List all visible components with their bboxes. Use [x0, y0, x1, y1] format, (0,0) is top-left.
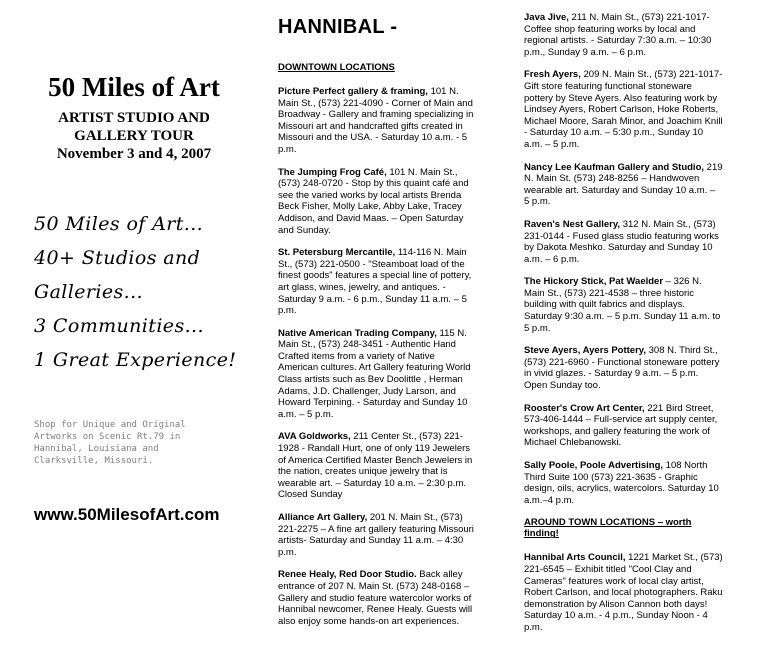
- listing-name: Raven's Nest Gallery,: [524, 218, 621, 230]
- listing-native-american-trading: [278, 328, 475, 421]
- listing-picture-perfect: [278, 86, 475, 156]
- listing-fresh-ayers: [524, 69, 723, 150]
- listing-java-jive: [524, 12, 723, 58]
- flyer-date: November 3 and 4, 2007: [56, 146, 212, 162]
- listing-name: Renee Healy, Red Door Studio.: [278, 569, 417, 581]
- listing-details: 101 N. Main St., (573) 248-0720 - Stop by this quaint café and see the varied works by local artists Brenda Beck Fisher, Molly Lake, Abby Lake, Tracey Addison, and David Maas. – Open Saturday and Sunday.: [278, 166, 469, 236]
- listing-details: 312 N. Main St., (573) 231-0144 - Fused glass studio featuring works by Dakota Meshko. Saturday and Sunday 10 a.m. – 6 p.m.: [524, 218, 719, 265]
- listing-details: 211 N. Main St., (573) 221-1017- Coffee shop featuring works by local and regional artists. - Saturday 7:30 a.m. – 10:30 p.m., Sunday 9 a.m. – 6 p.m.: [524, 12, 712, 58]
- listing-name: Steve Ayers, Ayers Pottery,: [524, 345, 646, 357]
- listing-name: Native American Trading Company,: [278, 327, 437, 339]
- listing-details: 209 N. Main St., (573) 221-1017- Gift store featuring functional stoneware pottery by Steve Ayers. Also featuring work by Lindsey Ayers, Robert Carlson, Hoke Roberts, Michael Moore, Sarah Minor, and Joachim Knill - Saturday 10 a.m. – 5:30 p.m., Sunday 10 a.m. – 5 p.m.: [524, 69, 723, 150]
- listing-name: Picture Perfect gallery & framing,: [278, 86, 428, 97]
- listing-roosters-crow-art-center: [524, 403, 723, 449]
- listing-nancy-lee-kaufman: [524, 162, 723, 208]
- listing-details: – 326 N. Main St., (573) 221-4538 – three historic building with quilt fabrics and displays. Saturday 9:30 a.m. – 5 p.m. Sunday 11 a.m. to 5 p.m.: [524, 276, 721, 334]
- listing-details: 115 N. Main St., (573) 248-3451 - Authentic Hand Crafted items from a variety of Native American cultures. Art Gallery featuring World Class artists such as Bev Doolittle , Herman Adams, J.D. Challenger, Judy Larson, and Howard Terpining. - Saturday and Sunday 10 a.m. – 5 p.m.: [278, 327, 471, 420]
- listing-details: Back alley entrance of 207 N. Main St. (573) 248-0168 – Gallery and studio feature watercolor works of Hannibal newcomer, Renee Healy. Guests will also enjoy some hands-on art experiences.: [278, 569, 473, 627]
- left-column: [30, 72, 238, 525]
- listing-details: 219 N. Main St. (573) 248-8256 – Handwoven wearable art. Saturday and Sunday 10 a.m. – 5 p.m.: [524, 161, 723, 208]
- middle-column: [278, 16, 475, 638]
- flyer-title: 50 Miles of Art: [48, 72, 220, 102]
- listing-details: 221 Bird Street, 573-406-1444 – Full-service art supply center, workshops, and gallery featuring the work of Michael Chlebanowski.: [524, 402, 718, 449]
- flyer-subtitle-line2: GALLERY TOUR: [74, 128, 194, 144]
- listing-details: 101 N. Main St., (573) 221-4090 - Corner of Main and Broadway - Gallery and framing specializing in Missouri art and handcrafted gifts created in Missouri and the USA. - Saturday 10 a.m. - 5 p.m.: [278, 86, 474, 155]
- listing-name: The Hickory Stick, Pat Waelder: [524, 276, 664, 288]
- listing-details: 201 N. Main St., (573) 221-2275 – A fine art gallery featuring Missouri artists- Saturday and Sunday 11 a.m. – 4:30 p.m.: [278, 512, 474, 558]
- shop-note: Shop for Unique and Original Artworks on Scenic Rt.79 in Hannibal, Louisiana and Clarksville, Missouri.: [34, 420, 186, 466]
- listing-renee-healy-red-door: [278, 569, 475, 627]
- listing-jumping-frog-cafe: [278, 167, 475, 237]
- listing-alliance-art-gallery: [278, 512, 475, 558]
- listing-details: 308 N. Third St., (573) 221-6960 - Functional stoneware pottery in vivid glazes. - Saturday 9 a.m. – 5 p.m. Open Sunday too.: [524, 345, 720, 392]
- listing-name: AVA Goldworks,: [278, 431, 351, 443]
- tagline-line: 50 Miles of Art...: [34, 213, 204, 235]
- listing-ava-goldworks: [278, 431, 475, 501]
- hannibal-heading: HANNIBAL -: [278, 16, 398, 38]
- listing-details: 211 Center St., (573) 221-1928 - Randall Hurt, one of only 119 Jewelers of America Certified Master Bench Jewelers in the nation, creates unique jewelry that is wearable art. – Saturday 10 a.m. – 2:30 p.m. Closed Sunday: [278, 431, 473, 501]
- listing-sally-poole-advertising: [524, 460, 723, 506]
- around-town-locations-heading: AROUND TOWN LOCATIONS – worth finding!: [524, 517, 692, 540]
- downtown-locations-heading: DOWNTOWN LOCATIONS: [278, 62, 395, 73]
- tagline-line: 3 Communities...: [34, 315, 204, 337]
- tagline-line: Galleries...: [34, 281, 143, 303]
- listing-name: Hannibal Arts Council,: [524, 552, 626, 564]
- listing-name: Sally Poole, Poole Advertising,: [524, 460, 664, 471]
- listing-steve-ayers-pottery: [524, 345, 723, 391]
- website-url: www.50MilesofArt.com: [34, 505, 220, 524]
- flyer-masthead: [30, 72, 238, 163]
- listing-name: Rooster's Crow Art Center,: [524, 402, 645, 414]
- tagline-line: 1 Great Experience!: [34, 349, 237, 371]
- flyer-subtitle-line1: ARTIST STUDIO AND: [58, 110, 210, 126]
- listing-hickory-stick: [524, 276, 723, 334]
- tagline-line: 40+ Studios and: [34, 247, 201, 269]
- listing-details: 1221 Market St., (573) 221-6545 – Exhibit titled "Cool Clay and Cameras" features work of local clay artist, Robert Carlson, and local photographers. Raku demonstration by Alison Cannon both days! Saturday 10 a.m. - 4 p.m., Sunday Noon - 4 p.m.: [524, 552, 723, 633]
- listing-details: 114-116 N. Main St., (573) 221-0500 - "Steamboat load of the finest goods" features a special line of pottery, art glass, wines, jewelry, and antiques. - Saturday 9 a.m. - 6 p.m., Sunday 11 a.m. – 5 p.m.: [278, 247, 472, 317]
- listing-name: Java Jive,: [524, 12, 569, 23]
- listing-name: Nancy Lee Kaufman Gallery and Studio,: [524, 161, 705, 173]
- listing-st-petersburg-mercantile: [278, 247, 475, 317]
- listing-name: Alliance Art Gallery,: [278, 512, 368, 523]
- right-column: [524, 12, 723, 645]
- tagline-block: [34, 207, 238, 377]
- listing-name: Fresh Ayers,: [524, 69, 581, 81]
- listing-details: 108 North Third Suite 100 (573) 221-3635 - Graphic design, oils, acrylics, watercolors. Saturday 10 a.m.–4 p.m.: [524, 460, 719, 506]
- listing-name: St. Petersburg Mercantile,: [278, 247, 396, 259]
- listing-name: The Jumping Frog Café,: [278, 166, 387, 178]
- listing-ravens-nest-gallery: [524, 219, 723, 265]
